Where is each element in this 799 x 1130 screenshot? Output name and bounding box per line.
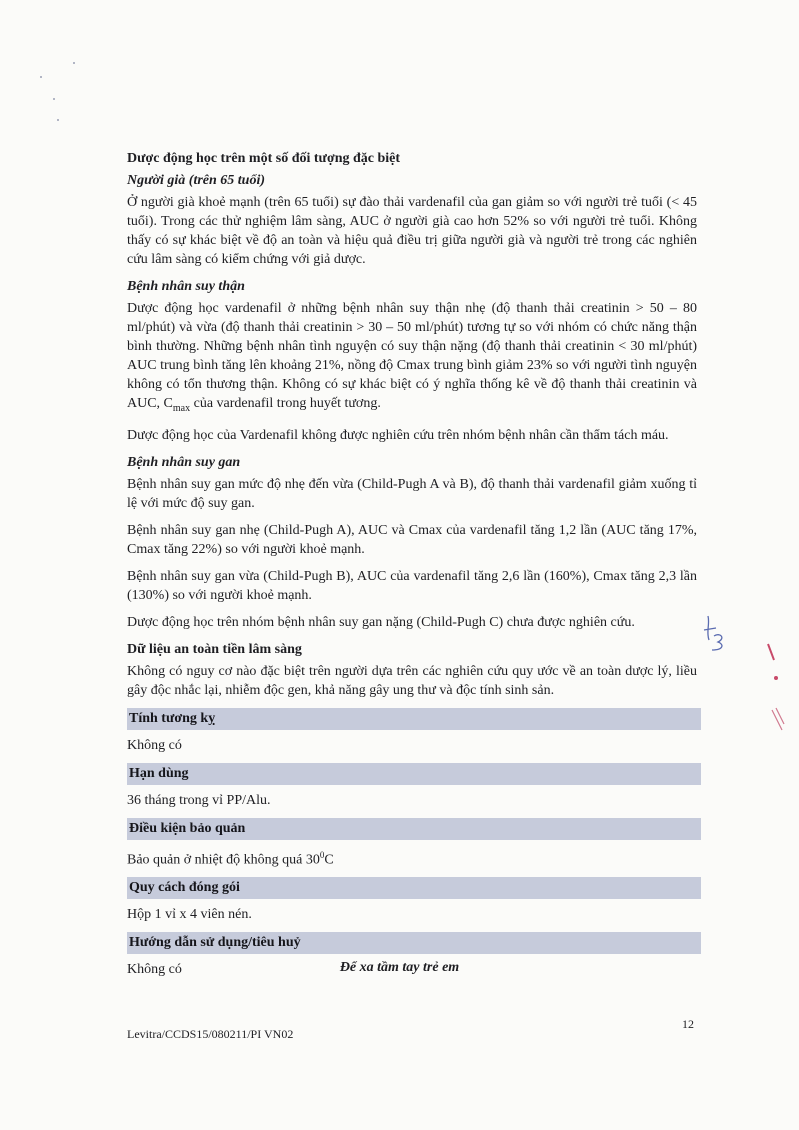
band-content-storage	[127, 846, 697, 870]
band-storage	[127, 818, 701, 840]
section-heading-pk-special: Dược động học trên một số đối tượng đặc biệt	[127, 151, 401, 166]
storage-unit: C	[324, 852, 334, 868]
scan-speck	[73, 62, 75, 64]
page-number: 12	[682, 1017, 694, 1031]
band-title: Điều kiện bảo quản	[129, 820, 246, 836]
subheading-hepatic: Bệnh nhân suy gan	[127, 454, 241, 470]
paragraph-preclinical: Không có nguy cơ nào đặc biệt trên người dựa trên các nghiên cứu quy ước về an toàn dược lý, liều gây độc nhắc lại, nhiễm độc gen, khả năng gây ung thư và độc tính sinh sản.	[127, 663, 697, 698]
main-content	[127, 149, 697, 987]
band-title: Hạn dùng	[129, 765, 189, 781]
paragraph-hepatic-1: Bệnh nhân suy gan mức độ nhẹ đến vừa (Child-Pugh A và B), độ thanh thải vardenafil giảm xuống tỉ lệ với mức độ suy gan.	[127, 476, 697, 511]
footer-doc-code: Levitra/CCDS15/080211/PI VN02	[127, 1027, 294, 1041]
paragraph-elderly: Ở người già khoẻ mạnh (trên 65 tuổi) sự đào thải vardenafil của gan giảm so với người trẻ tuổi (< 45 tuổi). Trong các thử nghiệm lâm sàng, AUC ở người già cao hơn 52% so với người trẻ tuổi. Không thấy có sự khác biệt về độ an toàn và hiệu quả điều trị giữa người già và người trẻ trong các nghiên cứu lâm sàng có kiểm chứng với giả dược.	[127, 195, 697, 267]
band-packaging	[127, 877, 701, 899]
child-warning-slogan: Để xa tầm tay trẻ em	[339, 960, 460, 975]
paragraph-dialysis: Dược động học của Vardenafil không được nghiên cứu trên nhóm bệnh nhân cần thẩm tách máu.	[127, 427, 669, 443]
handwritten-initials-signature	[700, 612, 730, 656]
band-content-disposal: Không có	[127, 962, 182, 978]
scan-speck	[57, 119, 59, 121]
cmax-subscript: max	[172, 402, 191, 414]
subheading-elderly: Người già (trên 65 tuổi)	[127, 173, 266, 188]
band-disposal	[127, 932, 701, 954]
band-content-shelf-life: 36 tháng trong vỉ PP/Alu.	[127, 792, 271, 808]
scan-edge-artifact	[762, 640, 792, 750]
band-incompatibility	[127, 708, 701, 730]
paragraph-hepatic-4: Dược động học trên nhóm bệnh nhân suy gan nặng (Child-Pugh C) chưa được nghiên cứu.	[127, 614, 635, 630]
paragraph-hepatic-3: Bệnh nhân suy gan vừa (Child-Pugh B), AUC của vardenafil tăng 2,6 lần (160%), Cmax tăng 2,3 lần (130%) so với người khoẻ mạnh.	[127, 568, 697, 603]
degree-superscript: 0	[319, 849, 325, 860]
band-content-packaging: Hộp 1 vỉ x 4 viên nén.	[127, 907, 252, 923]
paragraph-renal-tail: của vardenafil trong huyết tương.	[190, 396, 381, 411]
paragraph-hepatic-2: Bệnh nhân suy gan nhẹ (Child-Pugh A), AUC và Cmax của vardenafil tăng 1,2 lần (AUC tăng 17%, Cmax tăng 22%) so với người khoẻ mạnh.	[127, 522, 697, 557]
band-content-incompatibility: Không có	[127, 737, 182, 753]
paragraph-renal	[127, 299, 697, 418]
storage-text: Bảo quản ở nhiệt độ không quá 30	[127, 852, 320, 868]
band-title: Hướng dẫn sử dụng/tiêu huỷ	[129, 935, 301, 951]
subheading-renal: Bệnh nhân suy thận	[127, 279, 245, 294]
band-title: Tính tương kỵ	[129, 710, 216, 726]
paragraph-renal-text: Dược động học vardenafil ở những bệnh nhân suy thận nhẹ (độ thanh thải creatinin > 50 – 80 ml/phút) và vừa (độ thanh thải creatinin > 30 – 50 ml/phút) tương tự so với nhóm có chức năng thận bình thường. Những bệnh nhân tình nguyện có suy thận nặng (độ thanh thải creatinin < 30 ml/phút) AUC trung bình tăng lên khoảng 21%, nồng độ Cmax trung bình giảm 23% so với người tình nguyện không có tổn thương thận. Không có sự khác biệt có ý nghĩa thống kê về độ thanh thải creatinin và AUC, C	[127, 301, 697, 411]
section-heading-preclinical: Dữ liệu an toàn tiền lâm sàng	[127, 641, 302, 657]
band-title: Quy cách đóng gói	[129, 880, 240, 896]
band-shelf-life	[127, 763, 701, 785]
scan-speck	[53, 98, 55, 100]
scan-speck	[40, 76, 42, 78]
